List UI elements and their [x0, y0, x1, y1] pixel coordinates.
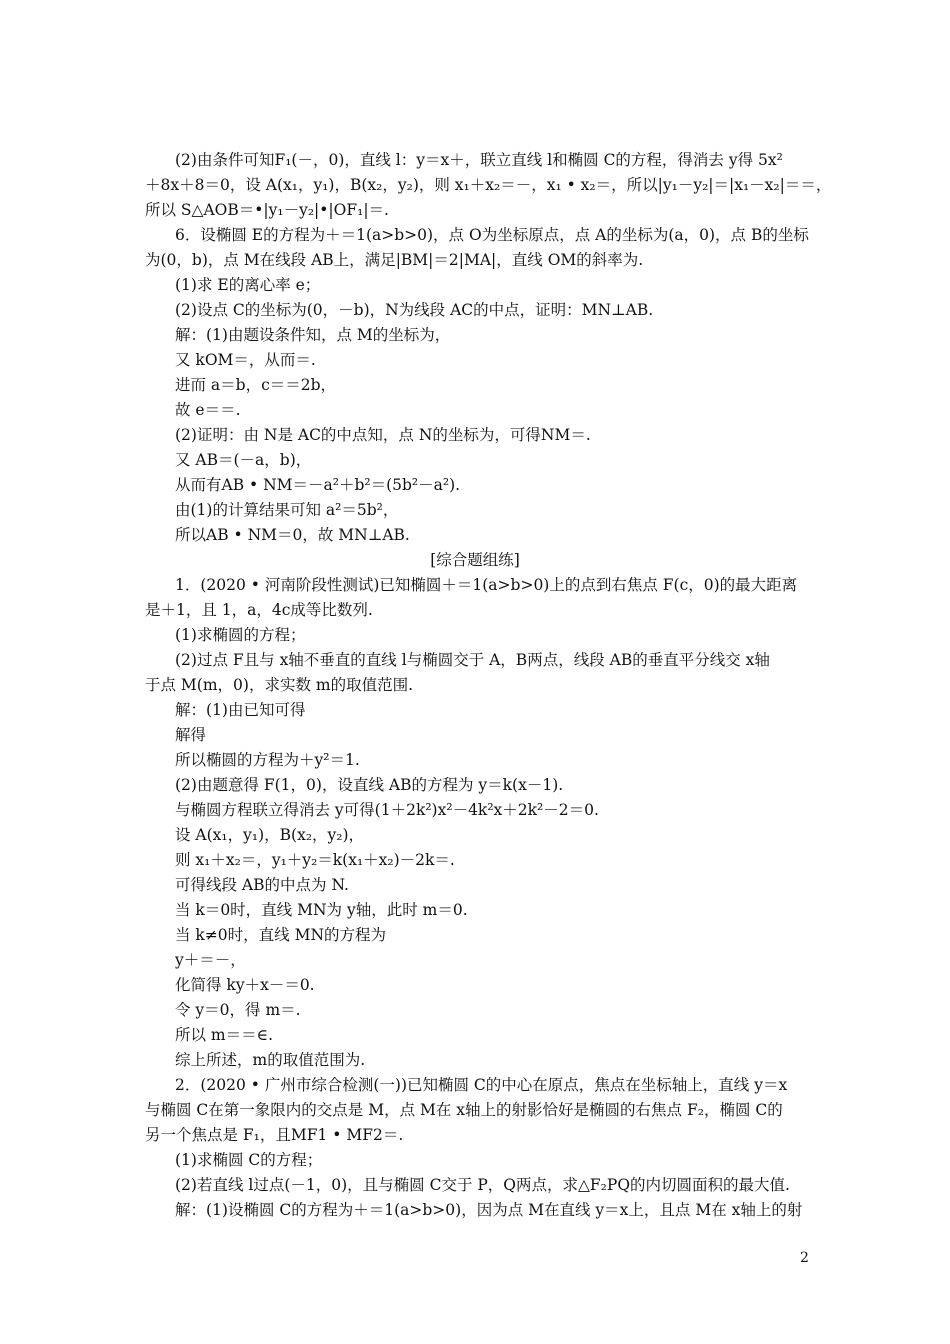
text-line: (1)求椭圆 C的方程； [175, 1151, 323, 1169]
text-line: 进而 a＝b，c＝＝2b， [175, 376, 337, 394]
text-line: 当 k＝0时，直线 MN为 y轴，此时 m＝0. [175, 901, 468, 919]
text-line: 所以AB • NM＝0，故 MN⊥AB. [175, 526, 410, 544]
text-line: 与椭圆 C在第一象限内的交点是 M，点 M在 x轴上的射影恰好是椭圆的右焦点 F₂，椭圆 C的 [145, 1101, 783, 1119]
section-title: [综合题组练] [430, 551, 520, 569]
text-line: 所以 S△AOB＝•|y₁－y₂|•|OF₁|＝. [145, 201, 389, 219]
text-line: 1．(2020 • 河南阶段性测试)已知椭圆＋＝1(a>b>0)上的点到右焦点 F(c，0)的最大距离 [175, 576, 798, 594]
text-line: (2)过点 F且与 x轴不垂直的直线 l与椭圆交于 A，B两点，线段 AB的垂直平分线交 x轴 [175, 651, 770, 669]
text-line: 解：(1)设椭圆 C的方程为＋＝1(a>b>0)，因为点 M在直线 y＝x上，且点 M在 x轴上的射 [175, 1201, 803, 1219]
text-line: 所以 m＝＝∈. [175, 1026, 274, 1044]
text-line: (2)由题意得 F(1，0)，设直线 AB的方程为 y＝k(x－1). [175, 776, 564, 794]
text-line: 于点 M(m，0)，求实数 m的取值范围. [145, 676, 414, 694]
text-line: 故 e＝＝. [175, 401, 241, 419]
text-line: 解：(1)由题设条件知，点 M的坐标为， [175, 326, 451, 344]
text-line: 当 k≠0时，直线 MN的方程为 [175, 926, 387, 944]
text-line: (1)求 E的离心率 e； [175, 276, 321, 294]
text-line: 可得线段 AB的中点为 N. [175, 876, 349, 894]
text-line: ＋8x＋8＝0，设 A(x₁，y₁)，B(x₂，y₂)，则 x₁＋x₂＝－，x₁ • x₂＝，所以|y₁－y₂|＝|x₁－x₂|＝＝， [145, 176, 832, 194]
page-number: 2 [800, 1250, 809, 1266]
text-line: 另一个焦点是 F₁，且MF1 • MF2＝. [145, 1126, 404, 1144]
text-line: 综上所述，m的取值范围为. [175, 1051, 366, 1069]
text-line: (2)由条件可知F₁(－，0)，直线 l：y＝x＋，联立直线 l和椭圆 C的方程，得消去 y得 5x² [175, 151, 783, 169]
text-line: 则 x₁＋x₂＝，y₁＋y₂＝k(x₁＋x₂)－2k＝. [175, 851, 455, 869]
text-line: 由(1)的计算结果可知 a²＝5b²， [175, 501, 399, 519]
text-line: 所以椭圆的方程为＋y²＝1. [175, 751, 360, 769]
text-line: y＋＝－， [175, 951, 246, 969]
text-line: (2)证明：由 N是 AC的中点知，点 N的坐标为，可得NM＝. [175, 426, 591, 444]
text-line: (1)求椭圆的方程； [175, 626, 306, 644]
text-line: 解得 [175, 726, 207, 744]
text-line: 为(0，b)，点 M在线段 AB上，满足|BM|＝2|MA|，直线 OM的斜率为. [145, 251, 644, 269]
text-line: 2．(2020 • 广州市综合检测(一))已知椭圆 C的中心在原点，焦点在坐标轴上，直线 y＝x [175, 1076, 788, 1094]
text-line: 从而有AB • NM＝－a²＋b²＝(5b²－a²). [175, 476, 461, 494]
text-line: 与椭圆方程联立得消去 y可得(1＋2k²)x²－4k²x＋2k²－2＝0. [175, 801, 599, 819]
text-line: 又 AB＝(－a，b)， [175, 451, 312, 469]
text-line: (2)设点 C的坐标为(0，－b)，N为线段 AC的中点，证明：MN⊥AB. [175, 301, 654, 319]
text-line: 令 y＝0，得 m＝. [175, 1001, 301, 1019]
text-line: 是＋1，且 1，a，4c成等比数列. [145, 601, 373, 619]
text-line: 6．设椭圆 E的方程为＋＝1(a>b>0)，点 O为坐标原点，点 A的坐标为(a，0)，点 B的坐标 [175, 226, 809, 244]
text-line: 解：(1)由已知可得 [175, 701, 306, 719]
text-line: 化简得 ky＋x－＝0. [175, 976, 315, 994]
text-line: 又 kOM＝，从而＝. [175, 351, 316, 369]
text-line: (2)若直线 l过点(－1，0)，且与椭圆 C交于 P，Q两点，求△F₂PQ的内切圆面积的最大值. [175, 1176, 790, 1194]
text-line: 设 A(x₁，y₁)，B(x₂，y₂)， [175, 826, 365, 844]
